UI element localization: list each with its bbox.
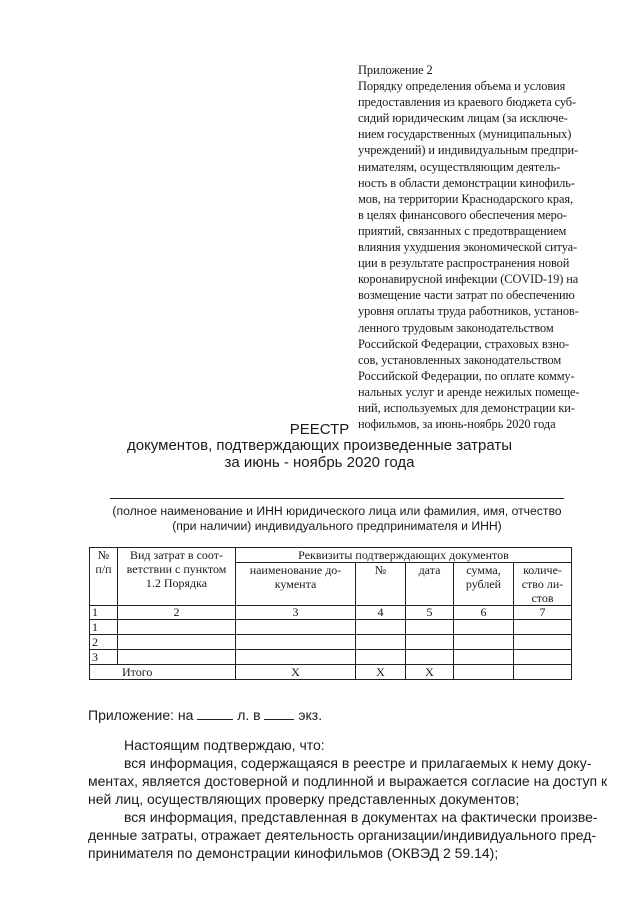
attachment-mid: л. в xyxy=(237,707,261,723)
table-cell xyxy=(118,650,236,665)
document-period: за июнь - ноябрь 2020 года xyxy=(224,454,415,471)
appendix-line: нимателям, осуществляющим деятель- xyxy=(358,159,561,174)
row-number: 1 xyxy=(90,620,118,635)
column-number: 4 xyxy=(356,606,406,620)
column-number: 3 xyxy=(236,606,356,620)
header-doc-no: № xyxy=(356,563,406,606)
table-cell xyxy=(514,620,572,635)
appendix-line: возмещение части затрат по обеспечению xyxy=(358,288,575,303)
total-sum xyxy=(454,665,514,680)
table-cell xyxy=(406,650,454,665)
appendix-line: сов, установленных законодательством xyxy=(358,352,562,367)
table-cell xyxy=(356,650,406,665)
appendix-line: Порядку определения объема и условия xyxy=(358,79,566,94)
column-number: 5 xyxy=(406,606,454,620)
appendix-line: коронавирусной инфекции (COVID-19) на xyxy=(358,272,579,287)
appendix-line: ность в области демонстрации кинофиль- xyxy=(358,175,575,190)
document-title: РЕЕСТР xyxy=(289,421,350,438)
header-doc-requisites: Реквизиты подтверждающих документов xyxy=(236,548,572,563)
appendix-header xyxy=(358,62,604,432)
table-cell xyxy=(118,635,236,650)
appendix-line: учреждений) и индивидуальным предпри- xyxy=(358,143,579,158)
header-cost-type: Вид затрат в соот-ветствии с пунктом 1.2 Порядка xyxy=(118,548,236,606)
total-label: Итого xyxy=(90,665,236,680)
row-number: 3 xyxy=(90,650,118,665)
table-cell xyxy=(514,635,572,650)
appendix-line: предоставления из краевого бюджета суб- xyxy=(358,95,577,110)
table-cell xyxy=(454,620,514,635)
confirm-paragraph-line: принимателя по демонстрации кинофильмов (ОКВЭД 2 59.14); xyxy=(88,845,499,861)
table-cell xyxy=(406,635,454,650)
total-x-mark: X xyxy=(406,665,454,680)
document-subtitle: документов, подтверждающих произведенные затраты xyxy=(126,437,513,454)
table-cell xyxy=(454,635,514,650)
table-row xyxy=(90,650,572,665)
appendix-line: ленного трудовым законодательством xyxy=(358,320,554,335)
header-doc-date: дата xyxy=(406,563,454,606)
appendix-line: нием государственных (муниципальных) xyxy=(358,127,572,142)
table-cell xyxy=(406,620,454,635)
table-cell xyxy=(236,620,356,635)
row-number: 2 xyxy=(90,635,118,650)
table-cell xyxy=(454,650,514,665)
org-caption-line: (при наличии) индивидуального предпринимателя и ИНН) xyxy=(172,519,502,533)
table-row xyxy=(90,620,572,635)
header-num: № п/п xyxy=(90,548,118,606)
org-name-caption xyxy=(110,504,564,534)
appendix-line: Российской Федерации, по оплате комму- xyxy=(358,368,575,383)
table-cell xyxy=(356,635,406,650)
total-x-mark: X xyxy=(236,665,356,680)
appendix-line: Российской Федерации, страховых взно- xyxy=(358,336,570,351)
appendix-line: уровня оплаты труда работников, установ- xyxy=(358,304,579,319)
table-cell xyxy=(356,620,406,635)
total-x-mark: X xyxy=(356,665,406,680)
column-numbers-row xyxy=(90,606,572,620)
appendix-line: мов, на территории Краснодарского края, xyxy=(358,191,573,206)
total-sheets xyxy=(514,665,572,680)
column-number: 2 xyxy=(118,606,236,620)
attachment-line xyxy=(88,706,322,723)
confirm-paragraph-line: вся информация, содержащаяся в реестре и прилагаемых к нему доку- xyxy=(124,755,592,771)
table-cell xyxy=(236,650,356,665)
column-number: 6 xyxy=(454,606,514,620)
org-caption-line: (полное наименование и ИНН юридического лица или фамилия, имя, отчество xyxy=(112,504,562,518)
confirm-paragraph-line: вся информация, представленная в документах на фактически произве- xyxy=(124,809,598,825)
registry-table xyxy=(89,547,572,680)
header-doc-name: наименование до-кумента xyxy=(236,563,356,606)
appendix-line: сидий юридическим лицам (за исключе- xyxy=(358,111,568,126)
appendix-line: влияния ухудшения экономической ситуа- xyxy=(358,240,578,255)
total-row xyxy=(90,665,572,680)
appendix-line: ний, используемых для демонстрации ки- xyxy=(358,400,575,415)
column-number: 7 xyxy=(514,606,572,620)
appendix-line: ции в результате распространения новой xyxy=(358,256,570,271)
table-row xyxy=(90,635,572,650)
table-cell xyxy=(118,620,236,635)
org-name-blank-line xyxy=(110,498,564,499)
header-doc-sum: сумма, рублей xyxy=(454,563,514,606)
appendix-line: нофильмов, за июнь-ноябрь 2020 года xyxy=(358,417,556,432)
table-cell xyxy=(236,635,356,650)
column-number: 1 xyxy=(90,606,118,620)
confirm-paragraph-line: ней лиц, осуществляющих проверку представленных документов; xyxy=(88,791,520,807)
attachment-suffix: экз. xyxy=(298,707,323,723)
confirm-paragraph-line: ментах, является достоверной и подлинной и выражается согласие на доступ к xyxy=(88,773,608,789)
confirm-paragraph-line: денные затраты, отражает деятельность организации/индивидуального пред- xyxy=(88,827,597,843)
appendix-line: приятий, связанных с предотвращением xyxy=(358,223,567,238)
appendix-line: нальных услуг и аренде нежилых помеще- xyxy=(358,384,580,399)
sheets-count-blank xyxy=(197,706,233,720)
copies-count-blank xyxy=(264,706,294,720)
appendix-line: в целях финансового обеспечения меро- xyxy=(358,207,567,222)
confirm-intro: Настоящим подтверждаю, что: xyxy=(124,737,325,753)
attachment-prefix: Приложение: на xyxy=(88,707,194,723)
header-doc-sheets: количе-ство ли-стов xyxy=(514,563,572,606)
table-cell xyxy=(514,650,572,665)
appendix-title: Приложение 2 xyxy=(358,63,433,77)
